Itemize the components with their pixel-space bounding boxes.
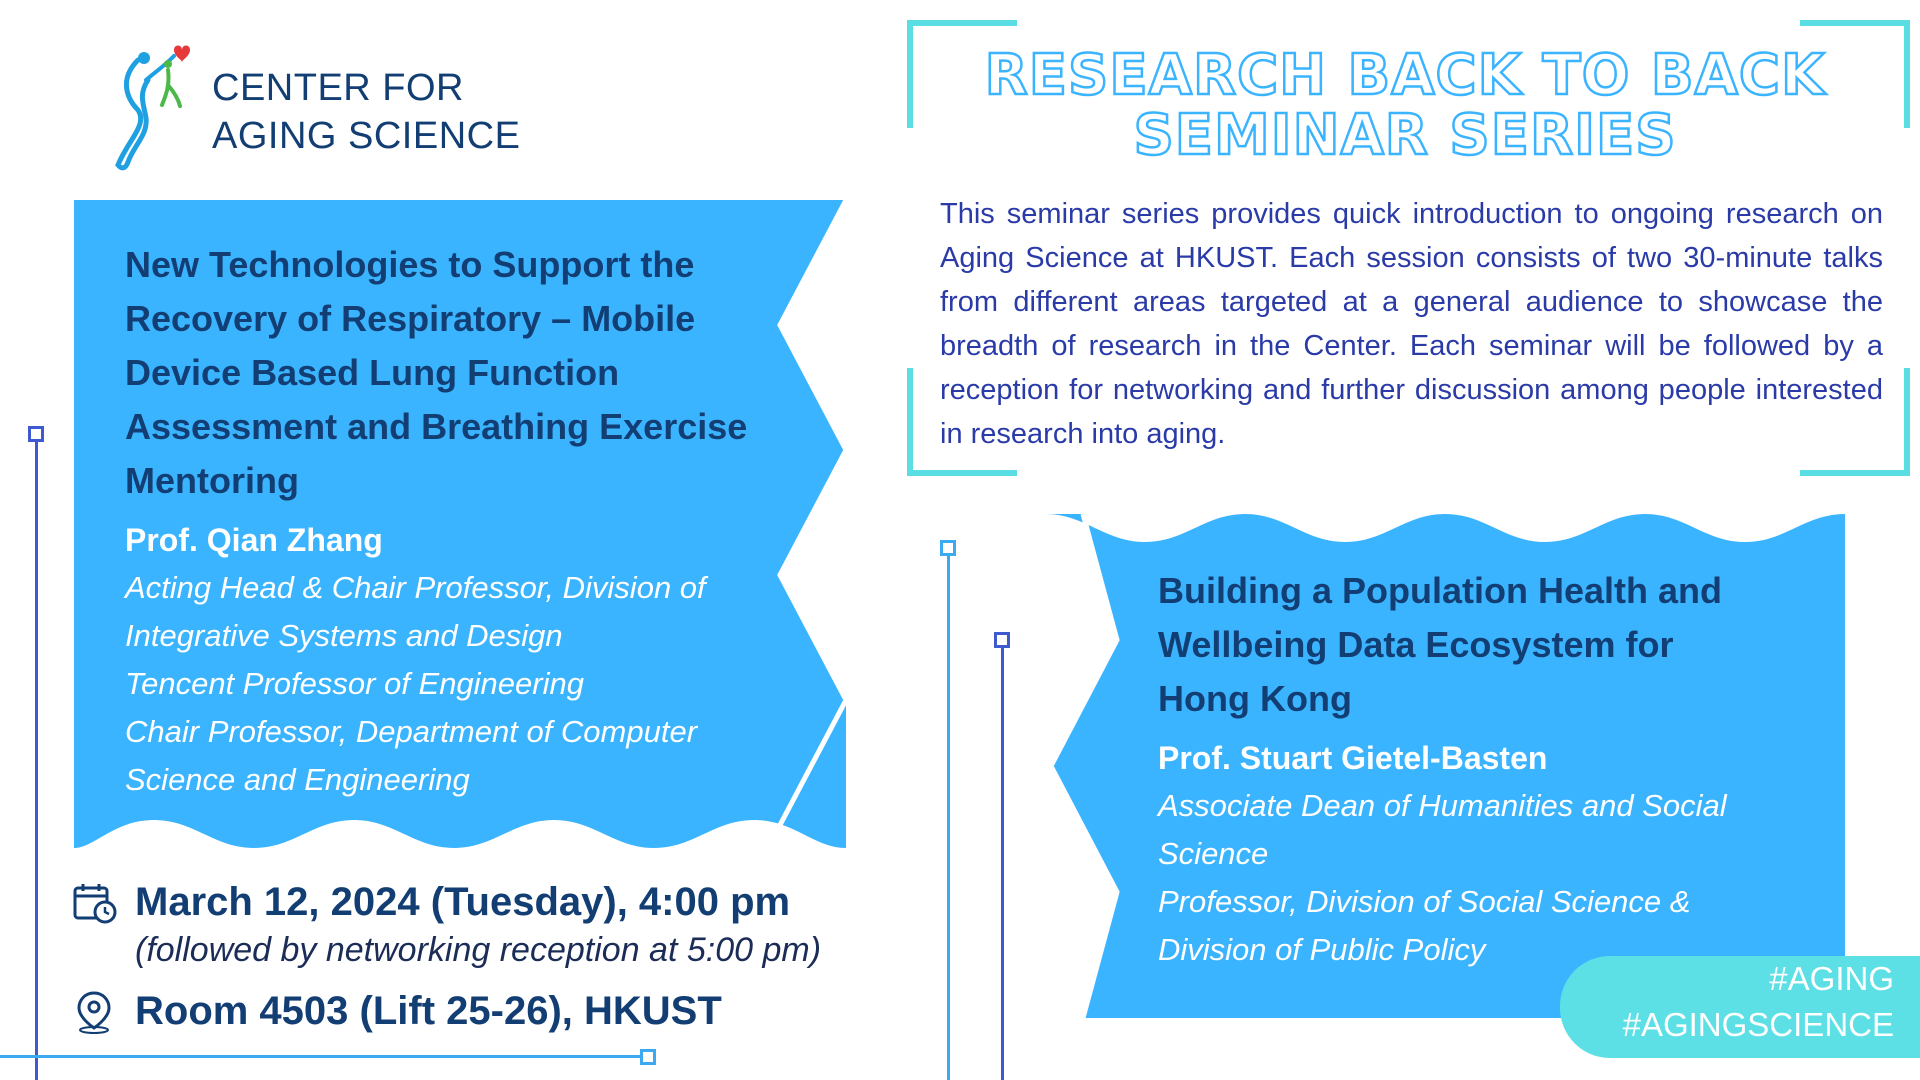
talk2-speaker: Prof. Stuart Gietel-Basten xyxy=(1158,740,1548,776)
event-followup: (followed by networking reception at 5:00 pm) xyxy=(135,931,822,969)
talk2-content xyxy=(1158,564,1768,974)
hashtag-agingscience: #AGINGSCIENCE xyxy=(1622,1006,1894,1043)
talk2-role: Associate Dean of Humanities and Social Science xyxy=(1158,788,1727,871)
bracket-bottom-left-v xyxy=(907,368,913,476)
bracket-top-right-h xyxy=(1800,20,1910,26)
bracket-bottom-left-h xyxy=(907,470,1017,476)
bracket-bottom-right-v xyxy=(1904,368,1910,476)
middle-vertical-line xyxy=(947,550,950,1080)
map-pin-icon xyxy=(74,990,114,1034)
talk2-title: Building a Population Health and Wellbeing Data Ecosystem for Hong Kong xyxy=(1158,570,1722,719)
bottom-line-node xyxy=(640,1049,656,1065)
talk2-role: Professor, Division of Social Science & Division of Public Policy xyxy=(1158,884,1691,967)
talk1-content xyxy=(125,238,765,804)
event-datetime xyxy=(135,876,935,972)
bracket-top-left-h xyxy=(907,20,1017,26)
middle-line-node xyxy=(940,540,956,556)
middle-vertical-line-2 xyxy=(1001,640,1004,1080)
talk1-roles xyxy=(125,564,765,804)
logo-line-2: AGING SCIENCE xyxy=(212,115,521,157)
page-title xyxy=(905,43,1905,168)
hashtag-badge xyxy=(1560,956,1920,1058)
calendar-clock-icon xyxy=(73,882,117,924)
talk1-speaker: Prof. Qian Zhang xyxy=(125,522,383,558)
talk1-title: New Technologies to Support the Recovery of Respiratory – Mobile Device Based Lung Function Assessment and Breathing Exercise Mentoring xyxy=(125,244,748,501)
bottom-horizontal-line xyxy=(0,1055,645,1058)
title-line-2: SEMINAR SERIES xyxy=(1133,103,1677,168)
event-date: March 12, 2024 (Tuesday), 4:00 pm xyxy=(135,880,791,924)
talk1-role: Chair Professor, Department of Computer Science and Engineering xyxy=(125,714,698,797)
left-line-node xyxy=(28,426,44,442)
event-room: Room 4503 (Lift 25-26), HKUST xyxy=(135,989,722,1033)
bracket-bottom-right-h xyxy=(1800,470,1910,476)
series-description: This seminar series provides quick introduction to ongoing research on Aging Science at HKUST. Each session consists of two 30-minute talks from different areas targeted at a general audience to showcase the breadth of research in the Center. Each seminar will be followed by a reception for networking and further discussion among people interested in research into aging. xyxy=(940,198,1883,450)
talk1-role: Acting Head & Chair Professor, Division of Integrative Systems and Design xyxy=(125,570,706,653)
hashtag-aging: #AGING xyxy=(1769,960,1894,997)
dancing-figures-logo xyxy=(108,40,198,175)
title-line-1: RESEARCH BACK TO BACK xyxy=(984,43,1826,108)
middle-line-node-2 xyxy=(994,632,1010,648)
talk1-role: Tencent Professor of Engineering xyxy=(125,666,584,701)
left-vertical-line xyxy=(35,434,38,1080)
talk2-roles xyxy=(1158,782,1768,974)
logo-text xyxy=(212,64,520,160)
logo-line-1: CENTER FOR xyxy=(212,67,464,109)
